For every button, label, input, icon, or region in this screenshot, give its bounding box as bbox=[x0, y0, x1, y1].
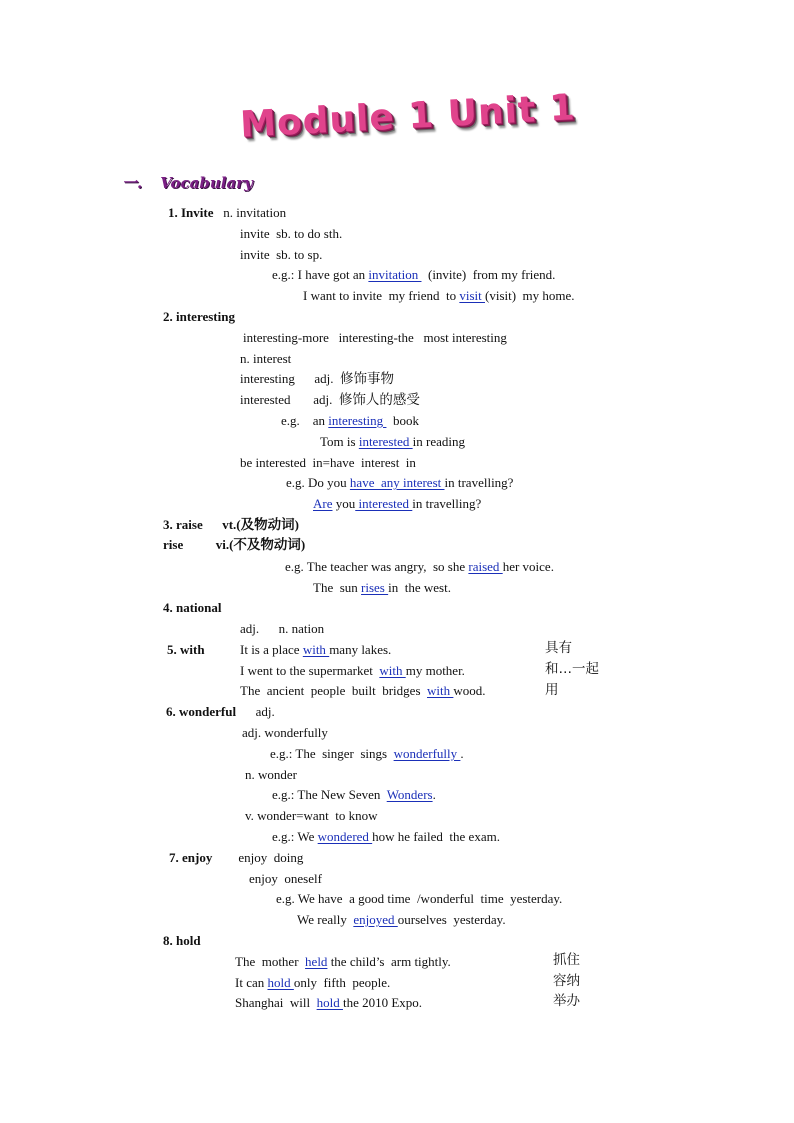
line-text: in travelling? bbox=[412, 496, 482, 511]
line-text: I went to the supermarket bbox=[240, 663, 380, 678]
line-text: The ancient people built bridges bbox=[240, 683, 428, 698]
text-line bbox=[272, 787, 436, 803]
line-text: invite sb. to sp. bbox=[240, 247, 323, 262]
answer-blank: wondered bbox=[317, 829, 373, 844]
text-line bbox=[169, 850, 303, 866]
chinese-gloss: 抓住 bbox=[553, 952, 580, 968]
line-text: interesting adj. bbox=[240, 371, 341, 386]
answer-blank: held bbox=[305, 954, 328, 969]
line-text: . bbox=[432, 787, 436, 802]
text-line bbox=[166, 704, 275, 720]
line-text: The sun bbox=[313, 580, 362, 595]
text-line bbox=[313, 580, 451, 596]
line-text: e.g.: The singer sings bbox=[270, 746, 394, 761]
line-text: It is a place bbox=[240, 642, 303, 657]
answer-blank: Wonders bbox=[386, 787, 433, 802]
text-line bbox=[249, 871, 322, 887]
entry-term: 2. interesting bbox=[163, 309, 235, 324]
text-line bbox=[320, 434, 465, 450]
text-line bbox=[240, 247, 322, 263]
line-text: e.g.: We bbox=[272, 829, 318, 844]
text-line bbox=[235, 975, 390, 991]
line-text: e.g. an bbox=[281, 413, 329, 428]
entry-term: 不及物动词 bbox=[233, 537, 301, 553]
chinese-gloss: 具有 bbox=[545, 640, 572, 656]
text-line bbox=[240, 226, 342, 242]
chinese-gloss: 容纳 bbox=[553, 973, 580, 989]
line-text: adj. wonderfully bbox=[242, 725, 328, 740]
line-text: in reading bbox=[412, 434, 465, 449]
entry-term: rise bbox=[163, 537, 184, 552]
text-line bbox=[276, 891, 562, 907]
line-text: e.g. The teacher was angry, so she bbox=[285, 559, 469, 574]
answer-blank: hold bbox=[316, 995, 343, 1010]
answer-blank: invitation bbox=[368, 267, 422, 282]
chinese-gloss: 和…一起 bbox=[545, 661, 599, 677]
answer-blank: with bbox=[379, 663, 406, 678]
answer-blank: enjoyed bbox=[353, 912, 398, 927]
line-text: invite sb. to do sth. bbox=[240, 226, 343, 241]
text-line bbox=[297, 912, 506, 928]
line-text: We really bbox=[297, 912, 354, 927]
text-line bbox=[163, 537, 305, 553]
text-line bbox=[167, 642, 205, 658]
text-line bbox=[281, 413, 419, 429]
answer-blank: hold bbox=[267, 975, 294, 990]
answer-blank: Are bbox=[313, 496, 333, 511]
section-label: Vocabulary bbox=[160, 174, 253, 192]
text-line bbox=[270, 746, 464, 762]
line-text: wood. bbox=[453, 683, 486, 698]
chinese-gloss: 修饰人的感受 bbox=[338, 392, 420, 408]
text-line bbox=[553, 952, 580, 968]
text-line bbox=[243, 330, 507, 346]
entry-term: ) bbox=[300, 537, 306, 552]
text-line bbox=[272, 829, 500, 845]
line-text: the 2010 Expo. bbox=[342, 995, 423, 1010]
entry-term: 8. hold bbox=[163, 933, 201, 948]
text-line bbox=[240, 455, 416, 471]
text-line bbox=[285, 559, 554, 575]
line-text: how he failed the exam. bbox=[372, 829, 500, 844]
line-text: be interested in=have interest in bbox=[240, 455, 416, 470]
answer-blank: wonderfully bbox=[393, 746, 461, 761]
text-line bbox=[168, 205, 286, 221]
text-line bbox=[545, 682, 559, 698]
line-text: (invite) from my friend. bbox=[421, 267, 556, 282]
text-line bbox=[545, 640, 572, 656]
line-text: enjoy oneself bbox=[249, 871, 322, 886]
text-line bbox=[245, 767, 297, 783]
text-line bbox=[553, 993, 580, 1009]
entry-term: 4. national bbox=[163, 600, 222, 615]
line-text: interesting-more interesting-the most interesting bbox=[243, 330, 507, 345]
chinese-gloss: 举办 bbox=[553, 993, 580, 1009]
line-text: interested adj. bbox=[240, 392, 339, 407]
line-text: n. invitation bbox=[213, 205, 287, 220]
text-line bbox=[303, 288, 575, 304]
entry-term: 1. Invite bbox=[168, 205, 214, 220]
line-text: you bbox=[332, 496, 356, 511]
entry-term: 及物动词 bbox=[240, 517, 295, 533]
answer-blank: interested bbox=[355, 496, 413, 511]
text-line bbox=[313, 496, 481, 512]
answer-blank: with bbox=[302, 642, 330, 657]
text-line bbox=[240, 642, 391, 658]
entry-term: 5. with bbox=[167, 642, 205, 657]
line-text: Tom is bbox=[320, 434, 359, 449]
text-line bbox=[163, 309, 235, 325]
entry-term: ) bbox=[294, 517, 299, 532]
page-title: Module 1 Unit 1 bbox=[239, 87, 577, 146]
line-text: It can bbox=[235, 975, 268, 990]
line-text: only fifth people. bbox=[293, 975, 391, 990]
text-line bbox=[242, 725, 328, 741]
line-text: e.g.: The New Seven bbox=[272, 787, 387, 802]
answer-blank: raised bbox=[468, 559, 503, 574]
text-line bbox=[240, 371, 394, 387]
line-text: her voice. bbox=[502, 559, 554, 574]
line-text: I want to invite my friend to bbox=[303, 288, 460, 303]
answer-blank: with bbox=[427, 683, 454, 698]
line-text: n. interest bbox=[240, 351, 292, 366]
line-text: the child’s arm tightly. bbox=[327, 954, 451, 969]
answer-blank: visit bbox=[459, 288, 485, 303]
entry-term: 7. enjoy bbox=[169, 850, 213, 865]
entry-term: 3. raise bbox=[163, 517, 203, 532]
line-text: e.g.: I have got an bbox=[272, 267, 369, 282]
line-text: enjoy doing bbox=[212, 850, 304, 865]
answer-blank: interested bbox=[358, 434, 413, 449]
text-line bbox=[163, 517, 299, 533]
text-line bbox=[240, 621, 324, 637]
line-text: my mother. bbox=[405, 663, 465, 678]
line-text: many lakes. bbox=[329, 642, 392, 657]
text-line bbox=[545, 661, 599, 677]
text-line bbox=[240, 683, 486, 699]
text-line bbox=[272, 267, 555, 283]
line-text: Shanghai will bbox=[235, 995, 317, 1010]
answer-blank: rises bbox=[361, 580, 389, 595]
text-line bbox=[163, 600, 222, 616]
line-text: adj. n. nation bbox=[240, 621, 325, 636]
line-text: (visit) my home. bbox=[485, 288, 575, 303]
text-line bbox=[240, 663, 465, 679]
chinese-gloss: 用 bbox=[545, 682, 559, 698]
answer-blank: interesting bbox=[328, 413, 387, 428]
line-text: book bbox=[386, 413, 419, 428]
line-text: adj. bbox=[236, 704, 275, 719]
entry-term: 6. wonderful bbox=[166, 704, 237, 719]
line-text: n. wonder bbox=[245, 767, 297, 782]
chinese-gloss: 修饰事物 bbox=[340, 371, 395, 387]
entry-term: vi.( bbox=[183, 537, 234, 552]
text-line bbox=[245, 808, 378, 824]
line-text: . bbox=[460, 746, 464, 761]
text-line bbox=[286, 475, 513, 491]
line-text: ourselves yesterday. bbox=[397, 912, 506, 927]
text-line bbox=[553, 973, 580, 989]
line-text: in the west. bbox=[388, 580, 451, 595]
text-line bbox=[235, 995, 422, 1011]
line-text: in travelling? bbox=[444, 475, 514, 490]
answer-blank: have any interest bbox=[349, 475, 445, 490]
text-line bbox=[235, 954, 451, 970]
section-number: 一. bbox=[122, 174, 143, 192]
text-line bbox=[240, 351, 291, 367]
section-heading bbox=[122, 172, 253, 193]
line-text: e.g. Do you bbox=[286, 475, 350, 490]
text-line bbox=[163, 933, 201, 949]
text-line bbox=[240, 392, 420, 408]
entry-term: vt.( bbox=[202, 517, 241, 532]
line-text: v. wonder=want to know bbox=[245, 808, 378, 823]
line-text: e.g. We have a good time /wonderful time yesterday. bbox=[276, 891, 563, 906]
line-text: The mother bbox=[235, 954, 306, 969]
